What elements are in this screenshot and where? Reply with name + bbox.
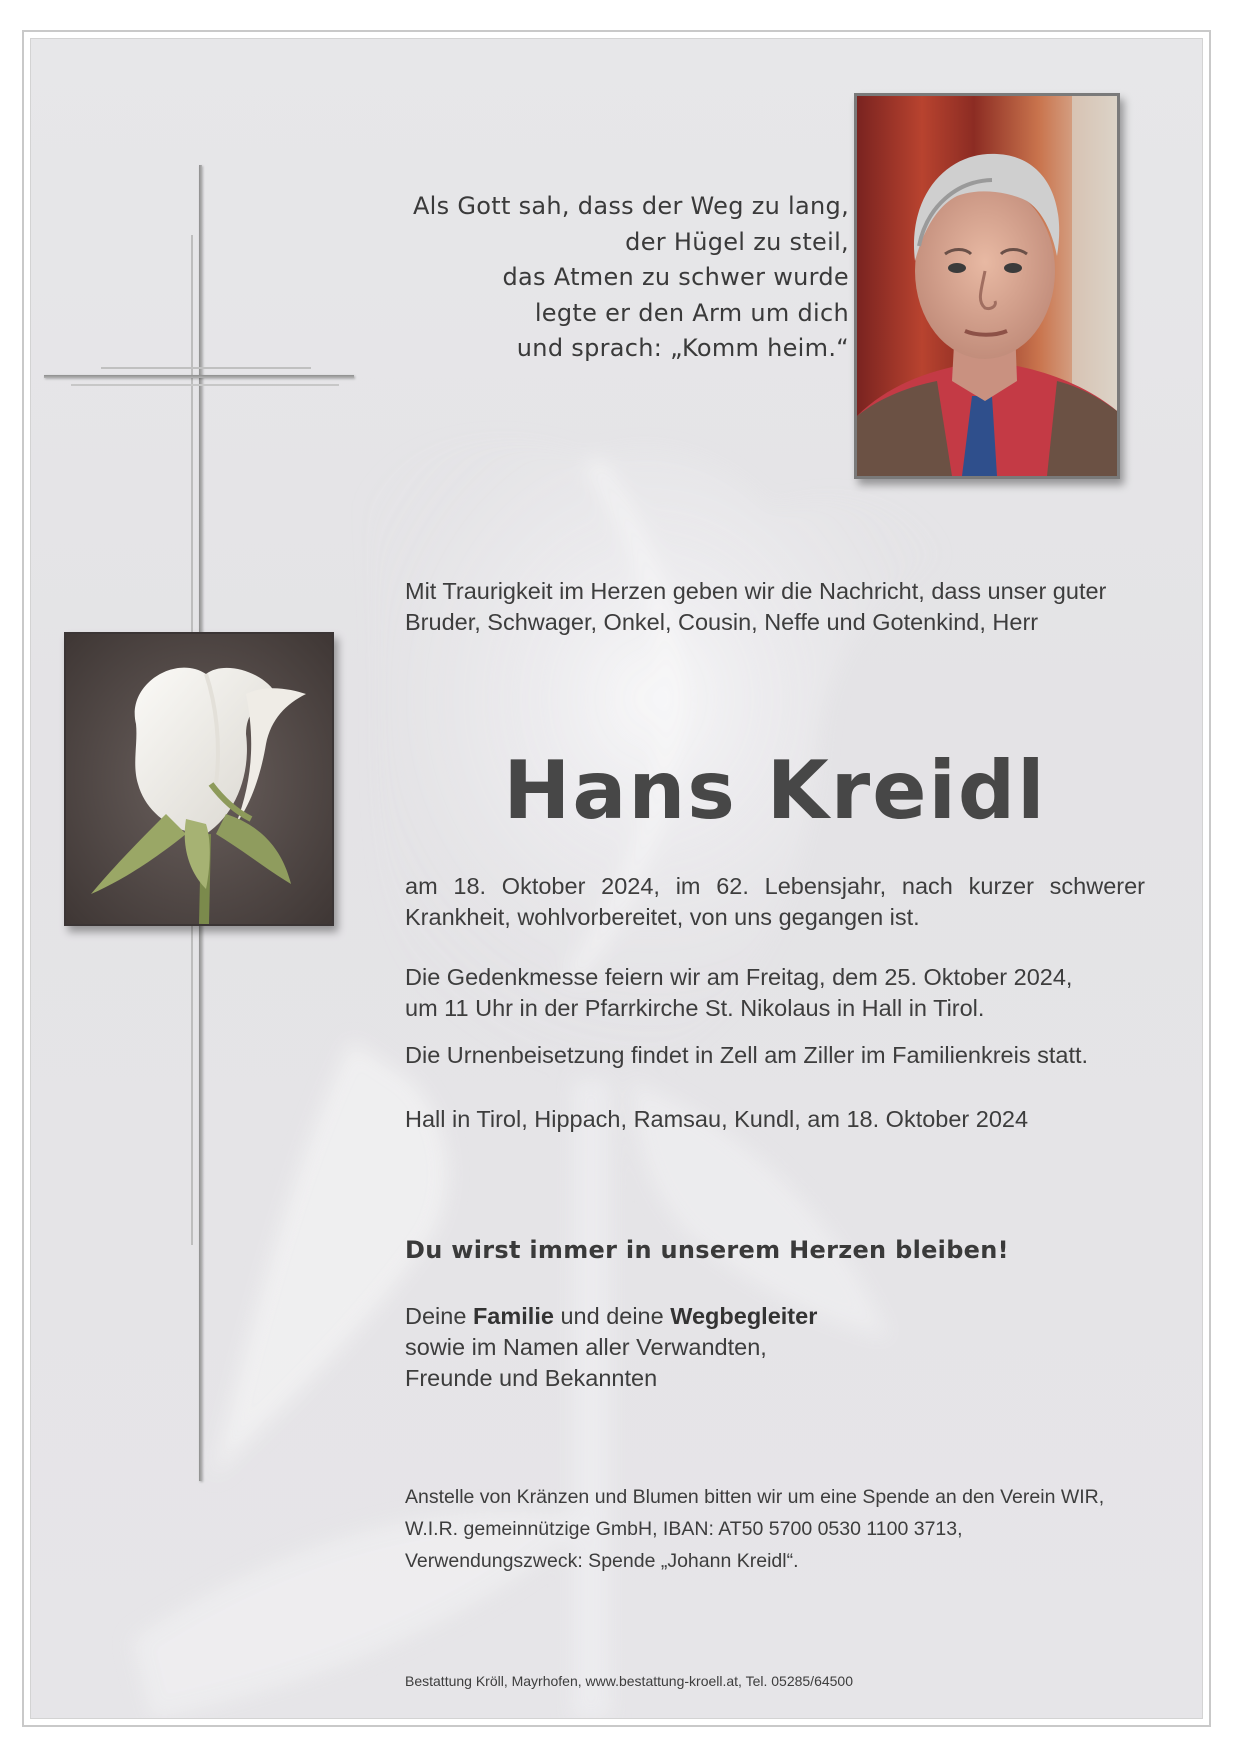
poem-line: legte er den Arm um dich bbox=[534, 298, 849, 327]
mass-line: Die Gedenkmesse feiern wir am Freitag, dem 25. Oktober 2024, bbox=[405, 964, 1073, 990]
signature-family: Familie bbox=[472, 1303, 554, 1329]
cross-shadow-horizontal-bottom bbox=[71, 384, 339, 386]
signature-line-3: Freunde und Bekannten bbox=[405, 1365, 658, 1391]
cross-horizontal-bar bbox=[44, 375, 354, 378]
deceased-name: Hans Kreidl bbox=[503, 744, 1047, 837]
white-rose-photo bbox=[64, 632, 334, 926]
announcement-line: am 18. Oktober 2024, im 62. Lebensjahr, nach kurzer schwerer bbox=[405, 873, 1145, 899]
donation-request bbox=[405, 1481, 1104, 1577]
urn-burial-info bbox=[405, 1040, 1145, 1071]
closing-phrase: Du wirst immer in unserem Herzen bleiben! bbox=[405, 1236, 1009, 1264]
intro-paragraph bbox=[405, 576, 1155, 638]
poem-line: das Atmen zu schwer wurde bbox=[502, 263, 849, 291]
poem-line: und sprach: „Komm heim.“ bbox=[516, 334, 849, 362]
donation-line: W.I.R. gemeinnützige GmbH, IBAN: AT50 5700 0530 1100 3713, bbox=[405, 1518, 963, 1540]
mass-line: um 11 Uhr in der Pfarrkirche St. Nikolaus in Hall in Tirol. bbox=[405, 995, 985, 1021]
announcement-line: Krankheit, wohlvorbereitet, von uns gegangen ist. bbox=[405, 904, 920, 930]
death-announcement bbox=[405, 871, 1145, 933]
signature-line-2: sowie im Namen aller Verwandten, bbox=[405, 1334, 767, 1360]
intro-line: Bruder, Schwager, Onkel, Cousin, Neffe und Gotenkind, Herr bbox=[405, 609, 1039, 635]
intro-line: Mit Traurigkeit im Herzen geben wir die Nachricht, dass unser guter bbox=[405, 578, 1107, 604]
place-and-date: Hall in Tirol, Hippach, Ramsau, Kundl, am 18. Oktober 2024 bbox=[405, 1106, 1029, 1132]
portrait-photo bbox=[854, 93, 1120, 479]
donation-line: Anstelle von Kränzen und Blumen bitten wir um eine Spende an den Verein WIR, bbox=[405, 1486, 1105, 1508]
signature-block bbox=[405, 1301, 817, 1394]
obituary-card bbox=[30, 38, 1203, 1719]
poem-line: Als Gott sah, dass der Weg zu lang, bbox=[412, 192, 849, 220]
signature-middle: und deine bbox=[553, 1303, 671, 1329]
signature-prefix: Deine bbox=[405, 1303, 473, 1329]
memorial-mass-info bbox=[405, 962, 1145, 1024]
poem-line: der Hügel zu steil, bbox=[625, 227, 849, 256]
signature-line-1 bbox=[405, 1301, 817, 1332]
donation-line: Verwendungszweck: Spende „Johann Kreidl“. bbox=[405, 1550, 799, 1572]
signature-companions: Wegbegleiter bbox=[670, 1303, 818, 1329]
memorial-poem bbox=[361, 189, 849, 367]
funeral-home-footer: Bestattung Kröll, Mayrhofen, www.bestattung-kroell.at, Tel. 05285/64500 bbox=[405, 1673, 854, 1689]
cross-shadow-horizontal-top bbox=[101, 367, 311, 369]
burial-line: Die Urnenbeisetzung findet in Zell am Ziller im Familienkreis statt. bbox=[405, 1042, 1089, 1068]
